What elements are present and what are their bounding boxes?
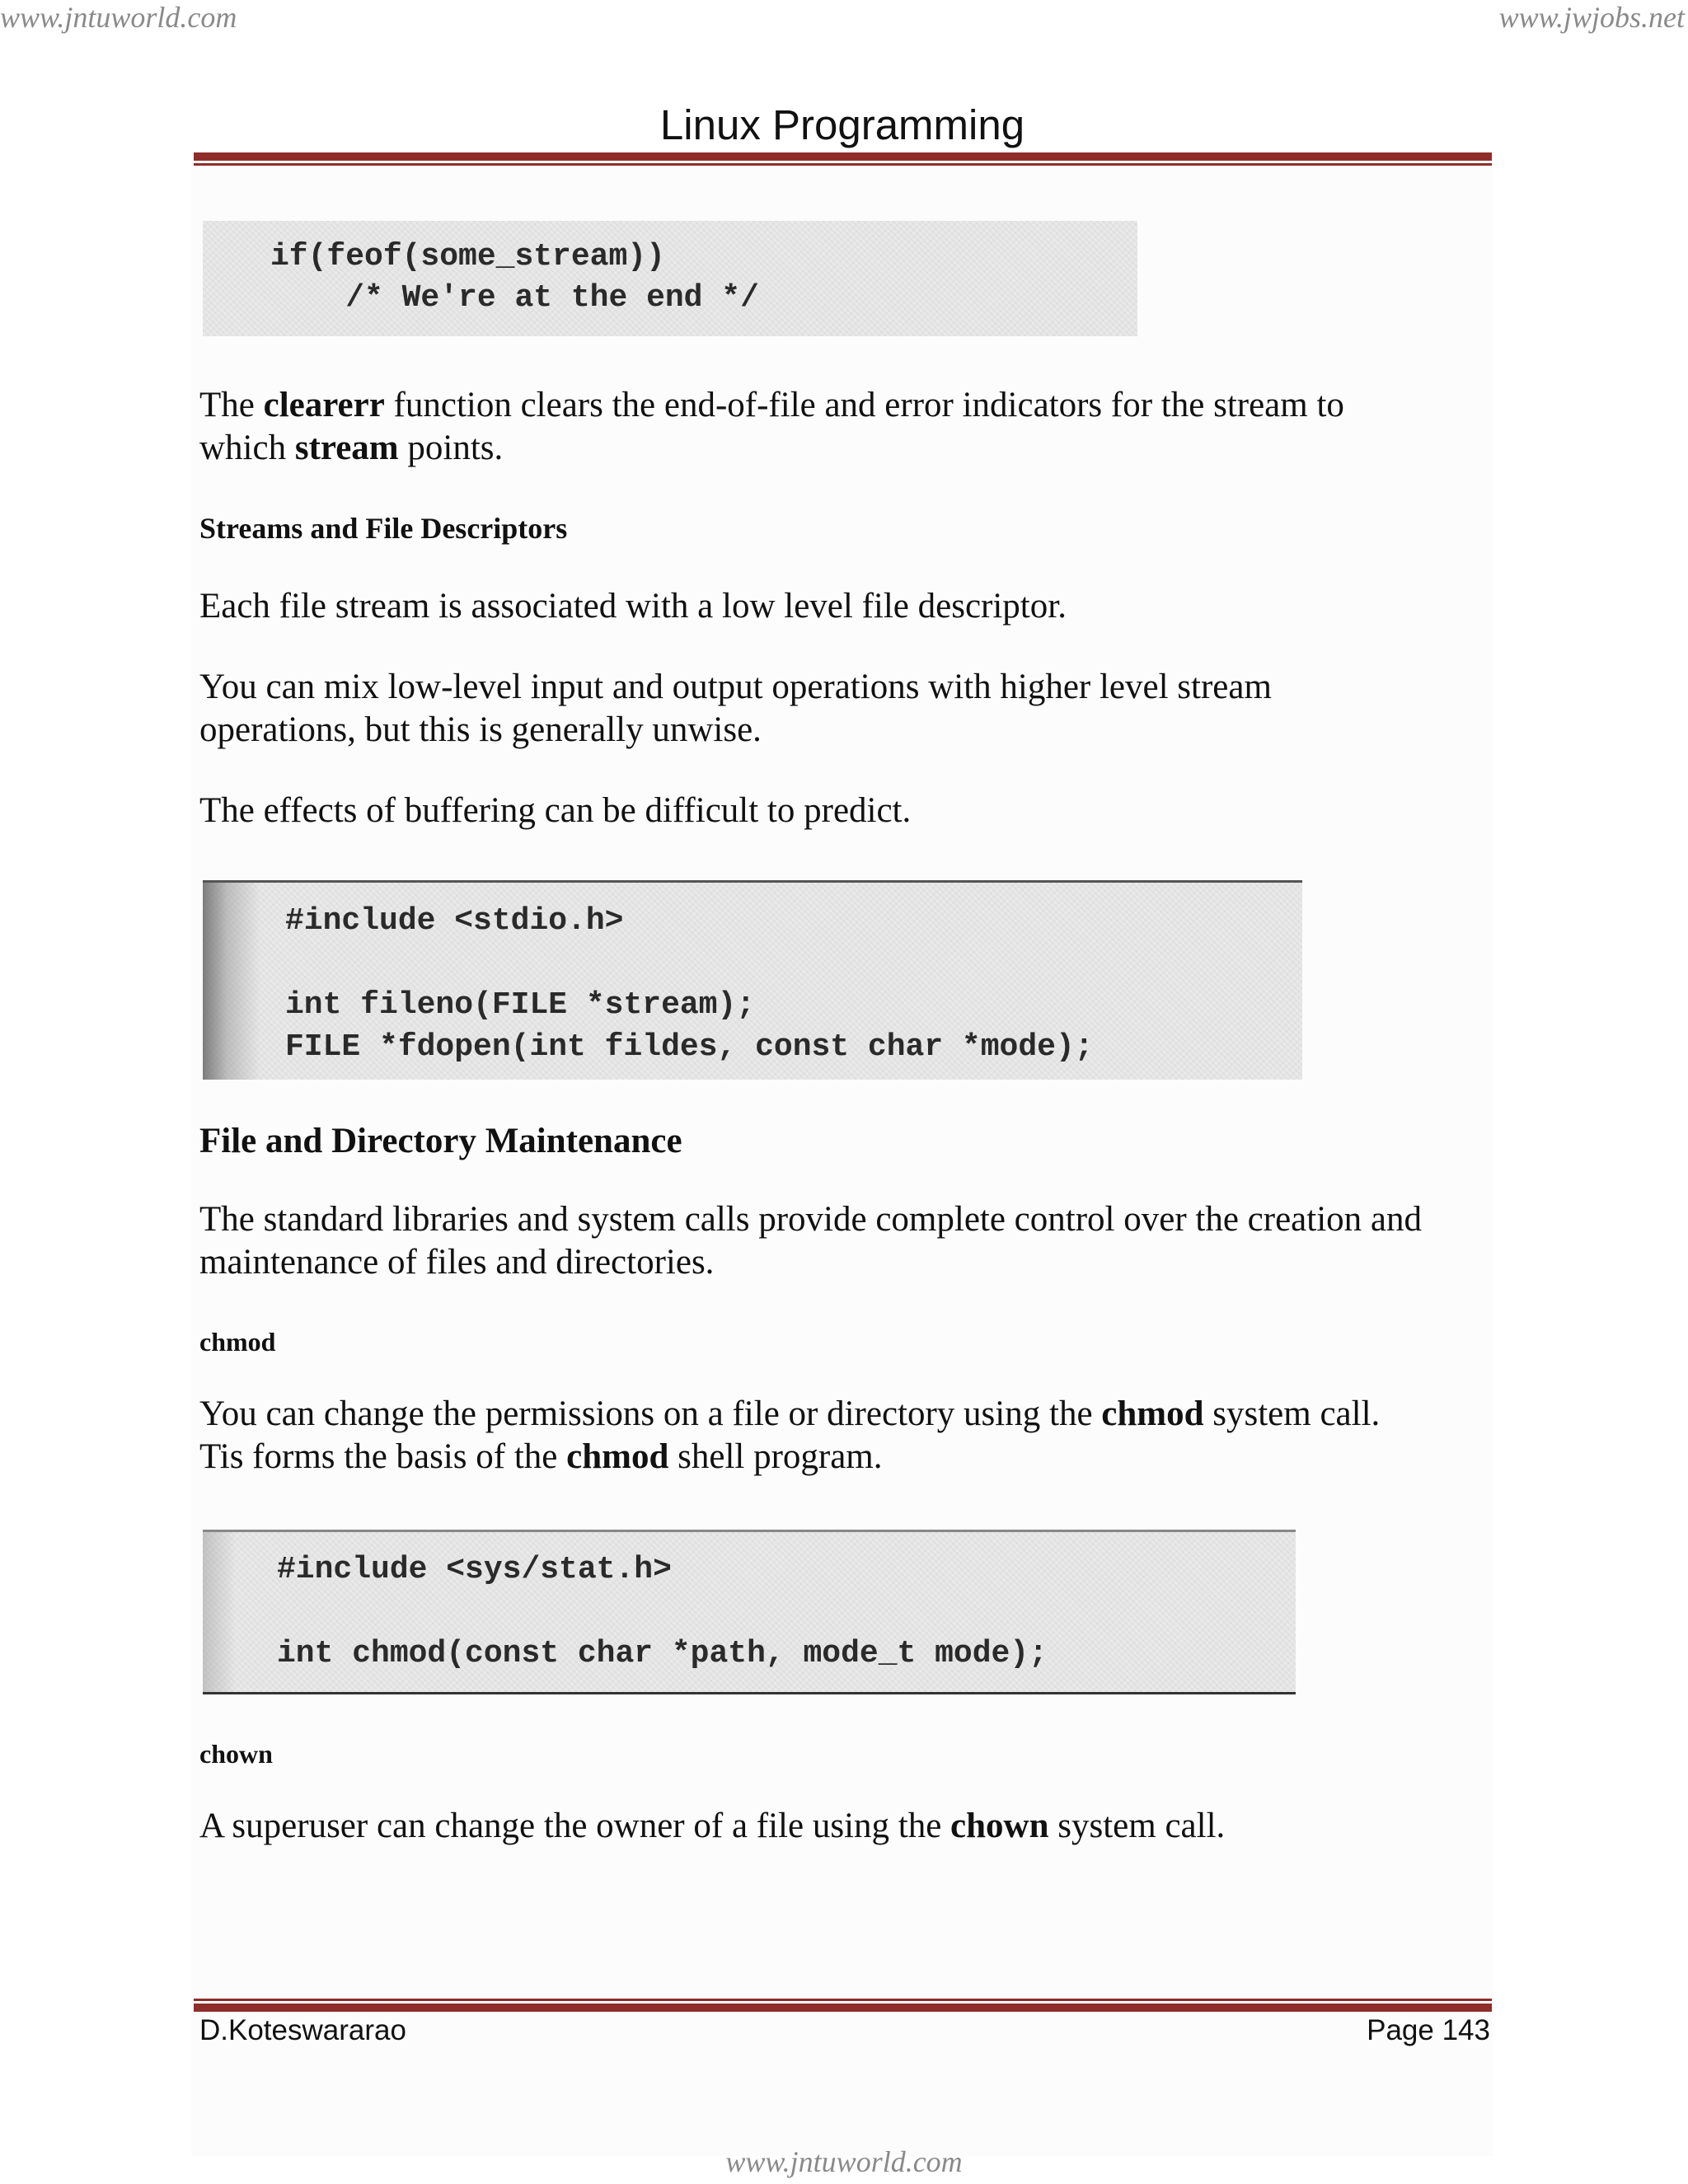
text: Each file stream is associated with a low level file descriptor. — [199, 587, 1067, 626]
chmod-paragraph — [199, 1393, 1493, 1479]
text: system call. — [1048, 1807, 1226, 1845]
paragraph — [199, 790, 1493, 832]
watermark-bottom[interactable]: www.jntuworld.com — [725, 2145, 963, 2178]
code-line: int chmod(const char *path, mode_t mode); — [277, 1636, 1048, 1671]
text: operations, but this is generally unwise. — [199, 710, 762, 749]
bold-term: stream — [294, 429, 399, 467]
code-line: #include <stdio.h> — [285, 903, 624, 939]
text: You can change the permissions on a file or directory using the — [199, 1394, 1102, 1433]
code-line: /* We're at the end */ — [270, 280, 759, 316]
bold-term: clearerr — [263, 386, 385, 424]
paragraph — [199, 666, 1493, 752]
bold-term: chown — [950, 1807, 1049, 1845]
watermark-top-left[interactable]: www.jntuworld.com — [0, 1, 237, 34]
bold-term: chmod — [1101, 1394, 1204, 1433]
watermark-top-right[interactable]: www.jwjobs.net — [1498, 1, 1685, 34]
code-block-feof — [203, 221, 1137, 336]
section-heading-chmod — [199, 1327, 1493, 1357]
heading-text: File and Directory Maintenance — [199, 1122, 682, 1160]
code-line: int fileno(FILE *stream); — [285, 987, 756, 1023]
code-line: if(feof(some_stream)) — [270, 239, 665, 274]
text: A superuser can change the owner of a file using the — [199, 1807, 951, 1845]
code-line: FILE *fdopen(int fildes, const char *mode); — [285, 1029, 1094, 1065]
section-heading-file-dir — [199, 1121, 1493, 1161]
code-block-chmod — [203, 1530, 1296, 1694]
text: The — [199, 386, 264, 424]
text: system call. — [1203, 1394, 1381, 1433]
text: Tis forms the basis of the — [199, 1437, 567, 1476]
page-header-title: Linux Programming — [659, 101, 1025, 148]
paragraph — [199, 1198, 1493, 1284]
clearerr-paragraph — [199, 384, 1493, 470]
header-rule — [194, 152, 1492, 166]
text: function clears the end-of-file and error indicators for the stream to — [384, 386, 1344, 424]
footer-page-number: Page 143 — [1367, 2014, 1490, 2046]
section-heading-chown — [199, 1739, 1493, 1769]
text: which — [199, 429, 295, 467]
heading-text: chown — [199, 1739, 273, 1769]
heading-text: Streams and File Descriptors — [199, 512, 568, 545]
paragraph — [199, 585, 1493, 628]
text: shell program. — [668, 1437, 883, 1476]
section-heading-streams — [199, 511, 1493, 546]
text: The effects of buffering can be difficult to predict. — [199, 791, 912, 830]
text: points. — [398, 429, 504, 467]
code-line: #include <sys/stat.h> — [277, 1552, 672, 1587]
text: The standard libraries and system calls provide complete control over the creation and — [199, 1200, 1422, 1239]
text: You can mix low-level input and output operations with higher level stream — [199, 668, 1272, 706]
footer-rule — [194, 1999, 1492, 2012]
heading-text: chmod — [199, 1327, 276, 1357]
chown-paragraph — [199, 1805, 1493, 1848]
bold-term: chmod — [566, 1437, 669, 1476]
code-block-fileno — [203, 880, 1302, 1080]
text: maintenance of files and directories. — [199, 1243, 715, 1282]
footer-author: D.Koteswararao — [199, 2014, 406, 2046]
